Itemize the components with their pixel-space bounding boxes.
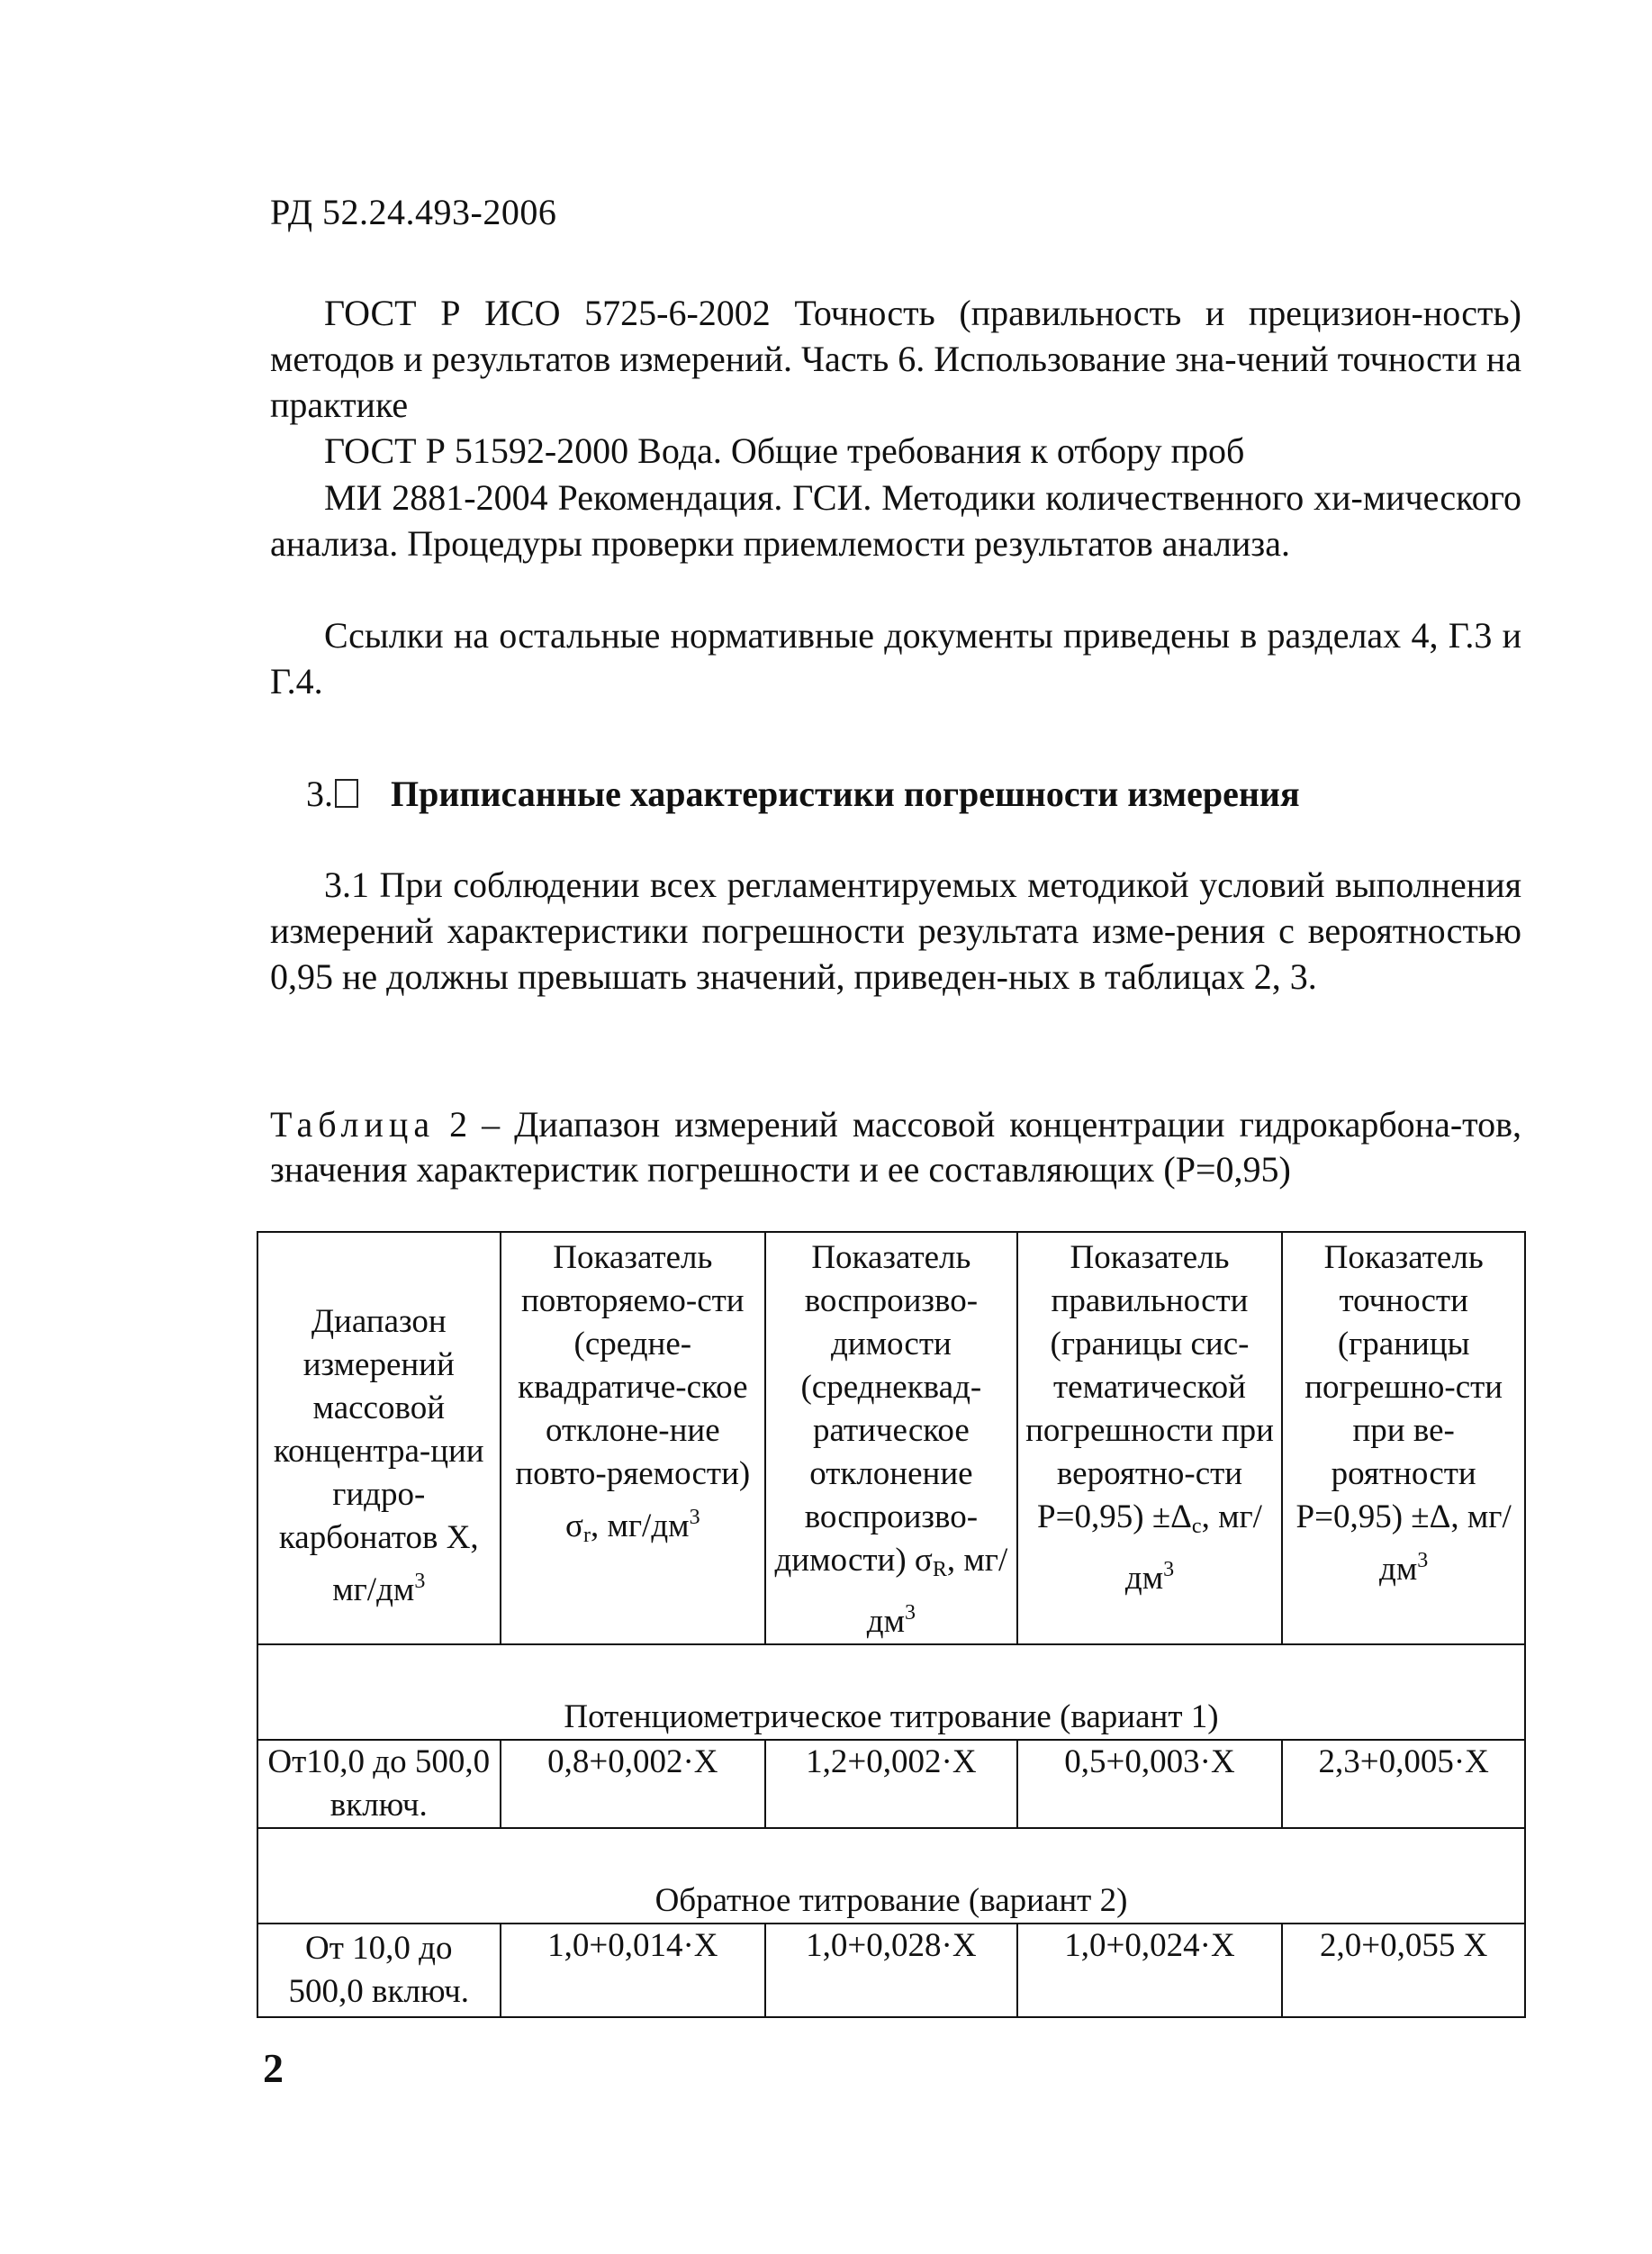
cell-reproducibility: 1,2+0,002·X xyxy=(765,1740,1017,1828)
table-row xyxy=(257,1924,1525,2017)
table-row xyxy=(257,1740,1525,1828)
group-title-row xyxy=(257,1828,1525,1924)
cell-accuracy: 2,0+0,055 X xyxy=(1282,1924,1525,2017)
box-glyph-icon xyxy=(335,779,358,808)
clause-3-1: 3.1 При соблюдении всех регламентируемых методикой условий выполнения измерений характеристики погрешности результата изме-рения с вероятностью 0,95 не должны превышать значений, приведен-ных в таблицах 2, 3. xyxy=(270,864,1521,997)
table-2 xyxy=(257,1231,1526,2018)
document-code: РД 52.24.493-2006 xyxy=(270,192,557,232)
references-note: Ссылки на остальные нормативные документы приведены в разделах 4, Г.3 и Г.4. xyxy=(270,615,1521,702)
reference-gost-5725: ГОСТ Р ИСО 5725-6-2002 Точность (правильность и прецизион-ность) методов и результатов измерений. Часть 6. Использование зна-чений точности на практике xyxy=(270,293,1521,425)
section-title: Приписанные характеристики погрешности измерения xyxy=(391,774,1300,814)
reference-gost-51592: ГОСТ Р 51592-2000 Вода. Общие требования к отбору проб xyxy=(324,430,1245,471)
reference-mi-2881: МИ 2881-2004 Рекомендация. ГСИ. Методики количественного хи-мического анализа. Процедуры проверки приемлемости результатов анализа. xyxy=(270,477,1521,564)
cell-range: От 10,0 до 500,0 включ. xyxy=(257,1924,501,2017)
table-header-row xyxy=(257,1232,1525,1644)
section-heading xyxy=(306,773,1300,815)
cell-reproducibility: 1,0+0,028·X xyxy=(765,1924,1017,2017)
cell-repeatability: 1,0+0,014·X xyxy=(501,1924,766,2017)
cell-accuracy: 2,3+0,005·X xyxy=(1282,1740,1525,1828)
header-accuracy: Показатель точности (границы погрешно-сти при ве-роятности P=0,95) ±Δ, $мг/дм^3$ xyxy=(1282,1232,1525,1644)
cell-trueness: 1,0+0,024·X xyxy=(1017,1924,1283,2017)
caption-label: Таблица xyxy=(270,1104,436,1145)
table-caption xyxy=(270,1102,1521,1192)
group-title-potentiometric: Потенциометрическое титрование (вариант 1) xyxy=(257,1644,1525,1740)
header-repeatability: Показатель повторяемо-сти (средне-квадратиче-ское отклоне-ние повто-ряемости) $\sigma_r$, $мг/дм^3$ xyxy=(501,1232,766,1644)
header-range: Диапазон измерений массовой концентра-ции гидро-карбонатов X, $мг/дм^3$ xyxy=(257,1232,501,1644)
group-title-row xyxy=(257,1644,1525,1740)
cell-trueness: 0,5+0,003·X xyxy=(1017,1740,1283,1828)
group-title-back-titration: Обратное титрование (вариант 2) xyxy=(257,1828,1525,1924)
header-trueness: Показатель правильности (границы сис-тематической погрешности при вероятно-сти $P=0,95) \pm\Delta_c$, $мг/дм^3$ xyxy=(1017,1232,1283,1644)
cell-repeatability: 0,8+0,002·X xyxy=(501,1740,766,1828)
caption-text: 2 – Диапазон измерений массовой концентрации гидрокарбона-тов, значения характеристик погрешности и ее составляющих (P=0,95) xyxy=(270,1104,1522,1190)
cell-range: От10,0 до 500,0 включ. xyxy=(257,1740,501,1828)
section-number: 3. xyxy=(306,774,358,814)
page-number: 2 xyxy=(263,2045,284,2091)
header-reproducibility: Показатель воспроизво-димости (среднеквад-ратическое отклонение воспроизво-димости) $\sigma_R$, $мг/дм^3$ xyxy=(765,1232,1017,1644)
